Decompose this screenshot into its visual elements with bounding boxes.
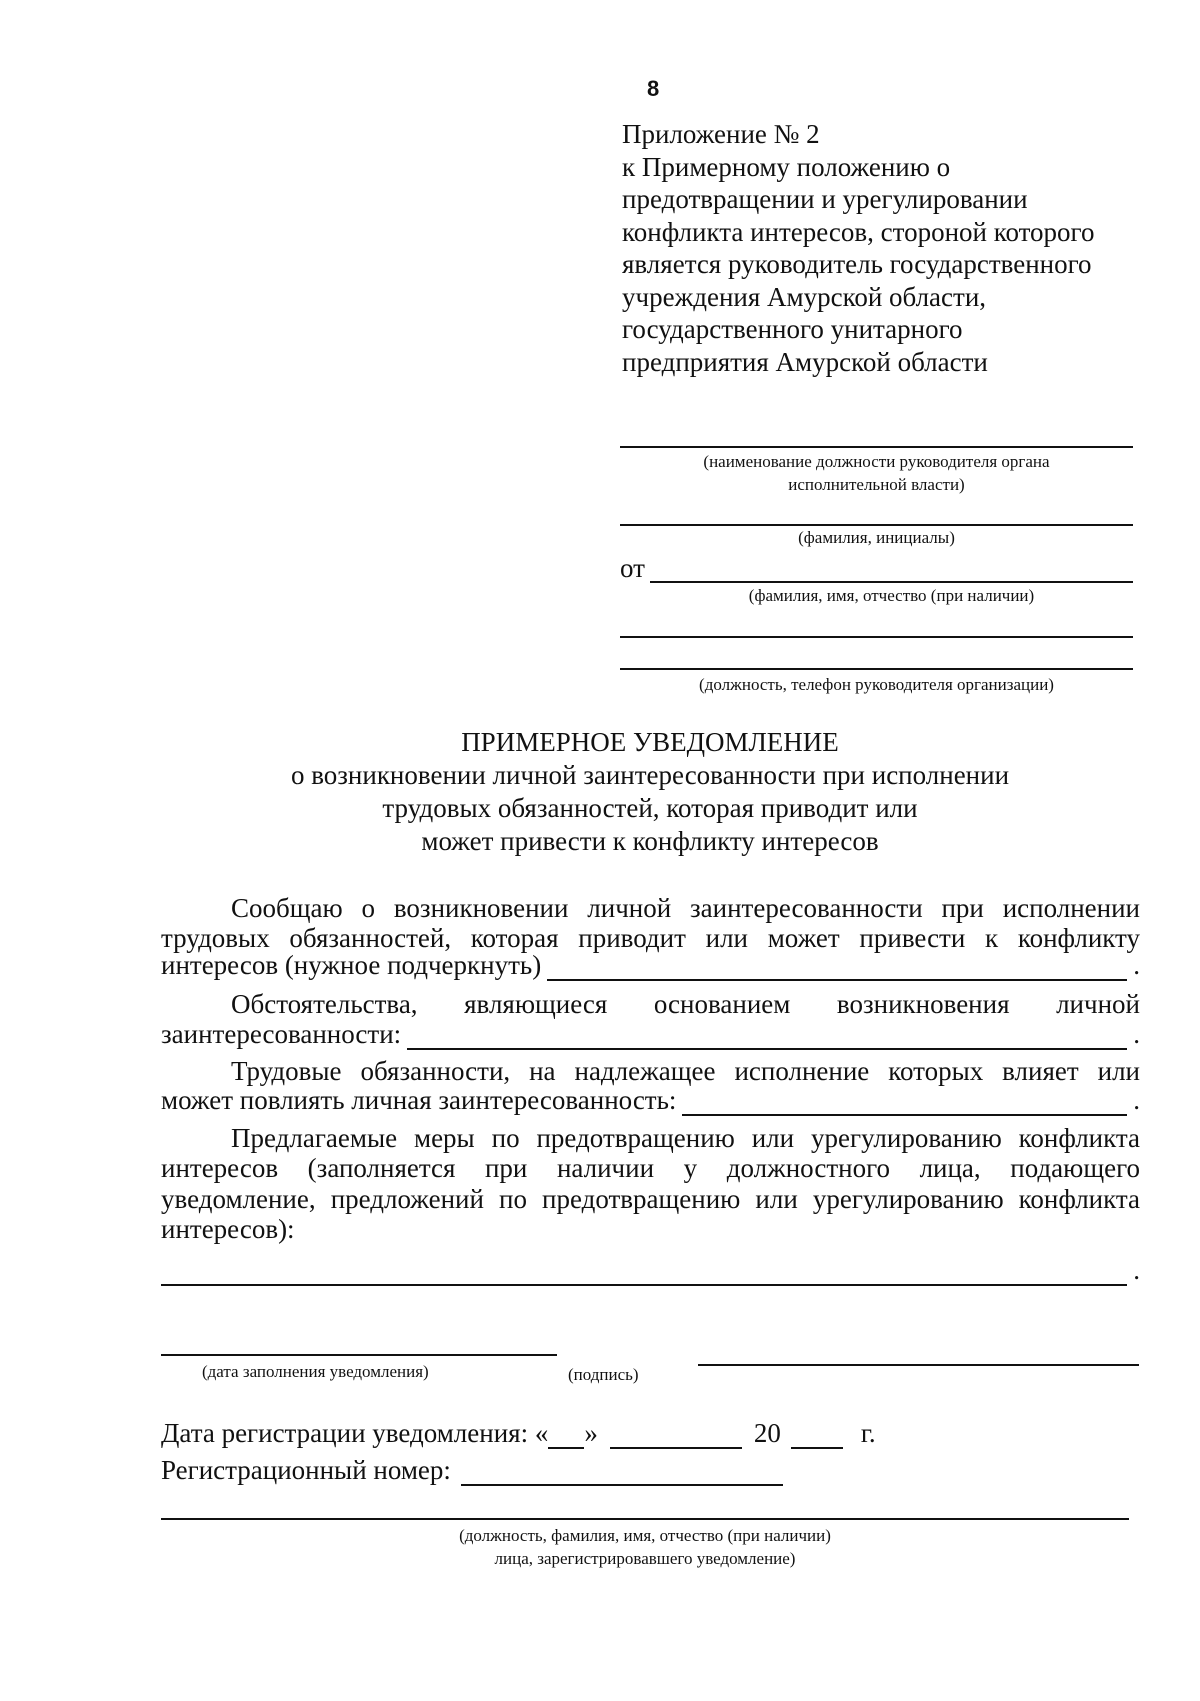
circumstances-row — [161, 1019, 1140, 1050]
conflict-type-field[interactable] — [547, 957, 1127, 981]
period: . — [1133, 950, 1140, 980]
body-text: Трудовые обязанности, на надлежащее исполнение которых влияет или — [231, 1056, 1140, 1086]
hint-line: (должность, фамилия, имя, отчество (при наличии) — [459, 1526, 831, 1545]
registration-year-field[interactable] — [791, 1425, 843, 1449]
registration-number-field[interactable] — [461, 1462, 783, 1486]
appendix-line: предотвращении и урегулировании — [622, 184, 1028, 214]
body-text: интересов (заполняется при наличии у должностного лица, подающего — [161, 1153, 1140, 1183]
body-text: Сообщаю о возникновении личной заинтересованности при исполнении — [231, 893, 1140, 923]
job-line-1[interactable] — [620, 636, 1133, 638]
body-text: Обстоятельства, являющиеся основанием возникновения личной — [231, 989, 1140, 1019]
addressee-position-line[interactable] — [620, 446, 1133, 448]
hint-line: исполнительной власти) — [788, 475, 965, 494]
page-number: 8 — [647, 76, 660, 101]
appendix-line: конфликта интересов, стороной которого — [622, 216, 1095, 247]
duties-row — [161, 1085, 1140, 1116]
body-text: может повлиять личная заинтересованность: — [161, 1085, 677, 1115]
body-text: уведомление, предложений по предотвращению или урегулированию конфликта — [161, 1184, 1140, 1214]
duties-field[interactable] — [682, 1092, 1127, 1116]
appendix-line: государственного унитарного — [622, 314, 963, 344]
body-text: интересов): — [161, 1214, 295, 1244]
year-suffix: г. — [860, 1418, 876, 1448]
appendix-line: учреждения Амурской области, — [622, 281, 987, 312]
signature-line[interactable] — [698, 1364, 1139, 1366]
registration-date-row — [161, 1418, 876, 1449]
appendix-line: Приложение № 2 — [622, 119, 820, 149]
measures-row — [161, 1255, 1140, 1286]
conflict-row — [161, 950, 1140, 981]
registration-month-field[interactable] — [610, 1425, 742, 1449]
notice-subtitle: может привести к конфликту интересов — [421, 826, 879, 856]
body-text: трудовых обязанностей, которая приводит или может привести к конфликту — [161, 923, 1140, 953]
job-phone-hint: (должность, телефон руководителя организации) — [699, 675, 1054, 694]
period: . — [1133, 1019, 1140, 1049]
registration-number-label: Регистрационный номер: — [161, 1455, 451, 1485]
fill-date-line[interactable] — [161, 1354, 557, 1356]
addressee-name-hint: (фамилия, инициалы) — [798, 528, 955, 547]
from-name-hint: (фамилия, имя, отчество (при наличии) — [748, 586, 1035, 605]
hint-line: (наименование должности руководителя органа — [703, 452, 1050, 471]
circumstances-field[interactable] — [407, 1026, 1127, 1050]
notice-heading — [160, 726, 1140, 858]
fill-date-hint: (дата заполнения уведомления) — [202, 1362, 429, 1381]
notice-subtitle: о возникновении личной заинтересованности при исполнении — [290, 760, 1010, 790]
notice-subtitle: трудовых обязанностей, которая приводит или — [382, 793, 918, 823]
period: . — [1133, 1255, 1140, 1285]
appendix-line: является руководитель государственного — [622, 249, 1092, 279]
registrar-line[interactable] — [161, 1518, 1129, 1520]
registrar-hint — [161, 1524, 1129, 1570]
from-label: от — [620, 553, 645, 583]
measures-field[interactable] — [161, 1262, 1127, 1286]
job-line-2[interactable] — [620, 668, 1133, 670]
year-prefix: 20 — [753, 1418, 781, 1448]
from-name-line[interactable] — [650, 581, 1133, 583]
body-text: Предлагаемые меры по предотвращению или урегулированию конфликта — [231, 1123, 1140, 1153]
body-text: заинтересованности: — [161, 1019, 402, 1049]
quote-close: » — [584, 1418, 598, 1448]
addressee-position-hint — [620, 450, 1133, 496]
notice-title: ПРИМЕРНОЕ УВЕДОМЛЕНИЕ — [461, 727, 839, 757]
period: . — [1133, 1085, 1140, 1115]
hint-line: лица, зарегистрировавшего уведомление) — [494, 1549, 796, 1568]
appendix-line: предприятия Амурской области — [622, 346, 988, 377]
body-text: интересов (нужное подчеркнуть) — [161, 950, 542, 980]
registration-day-field[interactable] — [548, 1425, 584, 1449]
signature-hint: (подпись) — [568, 1365, 639, 1384]
appendix-line: к Примерному положению о — [622, 151, 951, 182]
appendix-block — [622, 118, 1094, 378]
registration-number-row — [161, 1455, 783, 1486]
registration-date-label: Дата регистрации уведомления: « — [161, 1418, 549, 1448]
